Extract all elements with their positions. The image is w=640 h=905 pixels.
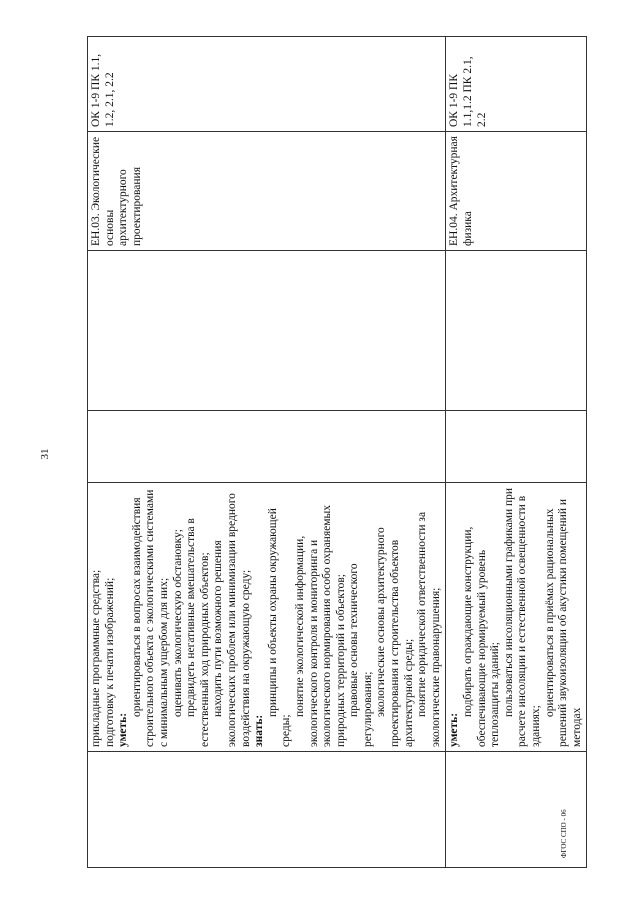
table-row bbox=[88, 37, 446, 868]
competencies-cell: ОК 1-9 ПК 1.1,1.2 ПК 2.1, 2.2 bbox=[446, 37, 587, 132]
col2-cell bbox=[88, 411, 446, 483]
knowledge-item: принципы и объекты охраны окружающей среды; bbox=[266, 508, 293, 747]
skills-label: уметь: bbox=[448, 712, 461, 747]
discipline-cell: ЕН.04. Архитектурная физика bbox=[446, 132, 587, 251]
skills-label: уметь: bbox=[117, 712, 130, 747]
col3-cell bbox=[446, 251, 587, 411]
knowledge-item: правовые основы технического регулирования; bbox=[348, 563, 374, 747]
skill-item: находить пути возможного решения экологических проблем или минимизации вредного воздействия на окружающую среду; bbox=[212, 493, 252, 747]
empty-cell bbox=[88, 752, 446, 868]
knowledge-label: знать: bbox=[253, 714, 266, 747]
skill-item: оценивать экологическую обстановку; bbox=[171, 529, 184, 717]
skill-item: ориентироваться в вопросах взаимодействия строительного объекта с экологическими системами с минимальным ущербом для них; bbox=[130, 489, 170, 747]
skill-item: пользоваться инсоляционными графиками при расчете инсоляции и естественной освещенности в зданиях; bbox=[502, 487, 542, 747]
footer-code: ФГОС СПО - 06 bbox=[560, 809, 568, 858]
skill-item: ориентироваться в приёмах рациональных решений звукоизоляции об акустики помещений и методах bbox=[543, 498, 583, 747]
discipline-cell: ЕН.03. Экологические основы архитектурного проектирования bbox=[88, 132, 446, 251]
col2-cell bbox=[446, 411, 587, 483]
knowledge-item: понятие экологической информации, экологического контроля и мониторинга и экологического нормирования особо охраняемых природных территорий и объектов; bbox=[293, 505, 347, 747]
skills-intro-item: подготовку к печати изображений; bbox=[103, 577, 116, 747]
skills-knowledge-cell bbox=[88, 483, 446, 752]
skills-intro-item: прикладные программные средства; bbox=[90, 569, 102, 747]
skill-item: подбирать ограждающие конструкции, обеспечивающие нормируемый уровень теплозащиты зданий; bbox=[462, 526, 502, 747]
competencies-cell: ОК 1-9 ПК 1.1, 1.2, 2.1, 2.2 bbox=[88, 37, 446, 132]
knowledge-item: понятие юридической ответственности за экологические правонарушения; bbox=[416, 511, 442, 747]
page-number: 31 bbox=[39, 448, 51, 460]
col3-cell bbox=[88, 251, 446, 411]
skill-item: предвидеть негативные вмешательства в естественный ход природных объектов; bbox=[185, 518, 211, 747]
curriculum-table bbox=[87, 36, 587, 868]
knowledge-item: экологические основы архитектурного проектирования и строительства объектов архитектурной среды; bbox=[375, 527, 415, 747]
table-row bbox=[446, 37, 587, 868]
skills-cell bbox=[446, 483, 587, 752]
